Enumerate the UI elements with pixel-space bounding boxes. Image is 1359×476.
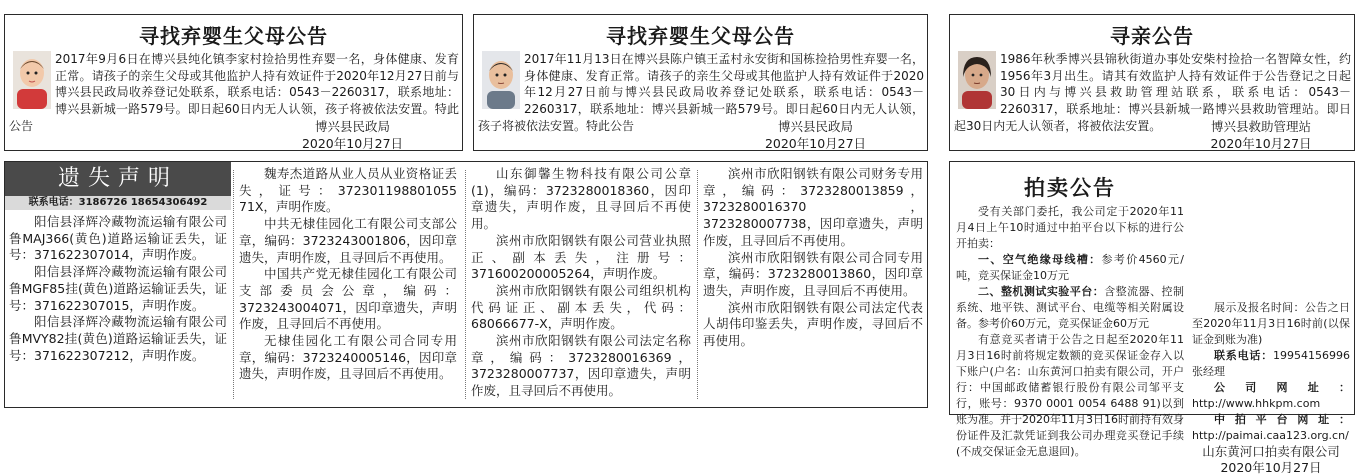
lost-column-3 [471, 166, 691, 400]
auction-column-1 [956, 204, 1184, 460]
notice-signer: 博兴县民政局 [314, 119, 390, 134]
lost-item: 无棣佳园化工有限公司合同专用章，编码：3723240005146，因印章遗失，声明作废，且寻回后不再使用。 [239, 333, 457, 382]
auction-site[interactable] [1192, 380, 1350, 412]
column-divider [465, 170, 466, 399]
lost-item: 中共无棣佳园化工有限公司支部公章，编码：3723243001806，因印章遗失，声明作废，且寻回后不再使用。 [239, 216, 457, 265]
auction-contact-label: 联系电话： [1214, 349, 1274, 362]
auction-column-2b [1192, 300, 1350, 476]
photo-spacer [9, 51, 55, 117]
lost-item: 山东御馨生物科技有限公司公章(1)，编码：3723280018360，因印章遗失，声明作废，且寻回后不再使用。 [471, 166, 691, 232]
auction-item-1-label: 一、空气绝缘母线槽： [978, 253, 1102, 266]
auction-item-1 [956, 252, 1184, 284]
auction-item-1-text: 参考价4560元/吨，竞买保证金10万元 [956, 253, 1184, 282]
auction-contact [1192, 348, 1350, 380]
auction-site-label: 公司网址： [1214, 381, 1350, 394]
lost-statements-panel [4, 161, 928, 408]
photo-spacer [478, 51, 524, 117]
auction-contact-value: 19954156996 张经理 [1192, 349, 1350, 378]
notice-body: 1986年秋季博兴县锦秋街道办事处安柴村捡拾一名智障女性，约1956年3月出生。请其有效监护人持有效证件于公告登记之日起30日内与博兴县救助管理站联系，联系电话：0543－2260317，联系地址：博兴县新城一路博兴县救助管理站。即日起30日内无人认领者，将被依法安置。 [954, 52, 1351, 133]
lost-item: 魏寿杰道路从业人员从业资格证丢失，证号：372301198801055 71X，声明作废。 [239, 166, 457, 215]
auction-exhibit: 展示及报名时间：公告之日至2020年11月3日16时前(以保证金到账为准) [1192, 301, 1350, 346]
notice-title: 寻找弃婴生父母公告 [606, 24, 795, 48]
auction-intro: 受有关部门委托，我公司定于2020年11月4日上午10时通过中拍平台以下标的进行公开拍卖： [956, 205, 1184, 250]
photo-spacer [954, 51, 1000, 117]
lost-item: 阳信县泽辉冷藏物流运输有限公司鲁MGF85挂(黄色)道路运输证丢失，证号：371622307015，声明作废。 [9, 264, 227, 313]
lost-item: 中国共产党无棣佳园化工有限公司支部委员会公章，编码：3723243004071，因印章遗失，声明作废，且寻回后不再使用。 [239, 266, 457, 332]
auction-site-link[interactable]: http://www.hhkpm.com [1192, 397, 1321, 410]
lost-item: 阳信县泽辉冷藏物流运输有限公司鲁MVY82挂(黄色)道路运输证丢失，证号：371622307212，声明作废。 [9, 314, 227, 363]
lost-item: 阳信县泽辉冷藏物流运输有限公司鲁MAJ366(黄色)道路运输证丢失，证号：371622307014，声明作废。 [9, 214, 227, 263]
column-divider [697, 170, 698, 399]
lost-item: 滨州市欣阳钢铁有限公司法定代表人胡伟印鉴丢失，声明作废，寻回后不再使用。 [703, 299, 923, 349]
auction-title: 拍卖公告 [1024, 176, 1116, 200]
auction-platform-label: 中拍平台网址： [1214, 413, 1350, 426]
notice-date: 2020年10月27日 [764, 136, 867, 151]
auction-company: 山东黄河口拍卖有限公司 [1202, 444, 1340, 459]
notice-relatives [949, 14, 1355, 151]
auction-date: 2020年10月27日 [1220, 460, 1322, 475]
auction-item-2 [956, 284, 1184, 332]
notice-body: 2017年11月13日在博兴县陈户镇王孟村永安街和国栋捡拾男性弃婴一名，身体健康、发育正常。请孩子的亲生父母或其他监护人持有效证件于2020年12月27日前与博兴县民政局收养登记处联系，联系电话：0543－2260317，联系地址：博兴县新城一路579号。即日起60日内无人认领，孩子将被依法安置。特此公告 [478, 52, 924, 133]
notice-signer: 博兴县救助管理站 [1210, 119, 1311, 134]
lost-item: 滨州市欣阳钢铁有限公司法定名称章，编码：3723280016369，3723280007737，因印章遗失，声明作废，且寻回后不再使用。 [471, 333, 691, 399]
auction-notice-panel [949, 161, 1355, 475]
notice-title: 寻亲公告 [1110, 24, 1194, 48]
auction-platform[interactable] [1192, 412, 1350, 444]
auction-item-2-text: 含整流器、控制系统、地平铁、测试平台、电缆等相关附属设备。参考价60万元，竞买保证金60万元 [956, 285, 1185, 330]
lost-phone: 联系电话：3186726 18654306492 [5, 196, 231, 210]
notice-date: 2020年10月27日 [301, 136, 404, 151]
auction-deposit: 有意竞买者请于公告之日起至2020年11月3日16时前将规定数额的竞买保证金存入以下账户(户名：山东黄河口拍卖有限公司，开户行：中国邮政储蓄银行股份有限公司邹平支行，账号：9370 0001 0054 6488 91)以到账为准。并于2020年11月3日16时前持有效身份证件及汇款凭证到我公司办理竞买登记手续(不成交保证金无息退回)。 [956, 333, 1184, 458]
notice-date: 2020年10月27日 [1210, 136, 1312, 151]
column-divider [233, 170, 234, 399]
auction-item-2-label: 二、整机测试实验平台： [978, 285, 1105, 298]
lost-item: 滨州市欣阳钢铁有限公司组织机构代码证正、副本丢失，代码：68066677-X，声明作废。 [471, 282, 691, 332]
lost-column-1 [9, 214, 227, 364]
lost-column-4 [703, 166, 923, 350]
lost-item: 滨州市欣阳钢铁有限公司营业执照正、副本丢失，注册号：371600200005264，声明作废。 [471, 232, 691, 282]
auction-platform-link[interactable]: http://paimai.caa123.org.cn/ [1192, 429, 1349, 442]
lost-item: 滨州市欣阳钢铁有限公司财务专用章，编码：3723280013859，3723280016370，3723280007738，因印章遗失，声明作废，且寻回后不再使用。 [703, 166, 923, 248]
notice-foundling-2 [473, 14, 928, 151]
lost-title: 遗失声明 [5, 162, 231, 196]
notice-signer: 博兴县民政局 [777, 119, 853, 134]
notice-title: 寻找弃婴生父母公告 [139, 24, 328, 48]
notice-body: 2017年9月6日在博兴县纯化镇李家村捡拾男性弃婴一名，身体健康、发育正常。请孩子的亲生父母或其他监护人持有效证件于2020年12月27日前与博兴县民政局收养登记处联系，联系电话：0543－2260317，联系地址：博兴县新城一路579号。即日起60日内无人认领，孩子将被依法安置。特此公告 [9, 52, 459, 133]
notice-foundling-1 [4, 14, 463, 151]
lost-column-2 [239, 166, 457, 383]
lost-item: 滨州市欣阳钢铁有限公司合同专用章，编码：3723280013860，因印章遗失，声明作废，且寻回后不再使用。 [703, 249, 923, 298]
